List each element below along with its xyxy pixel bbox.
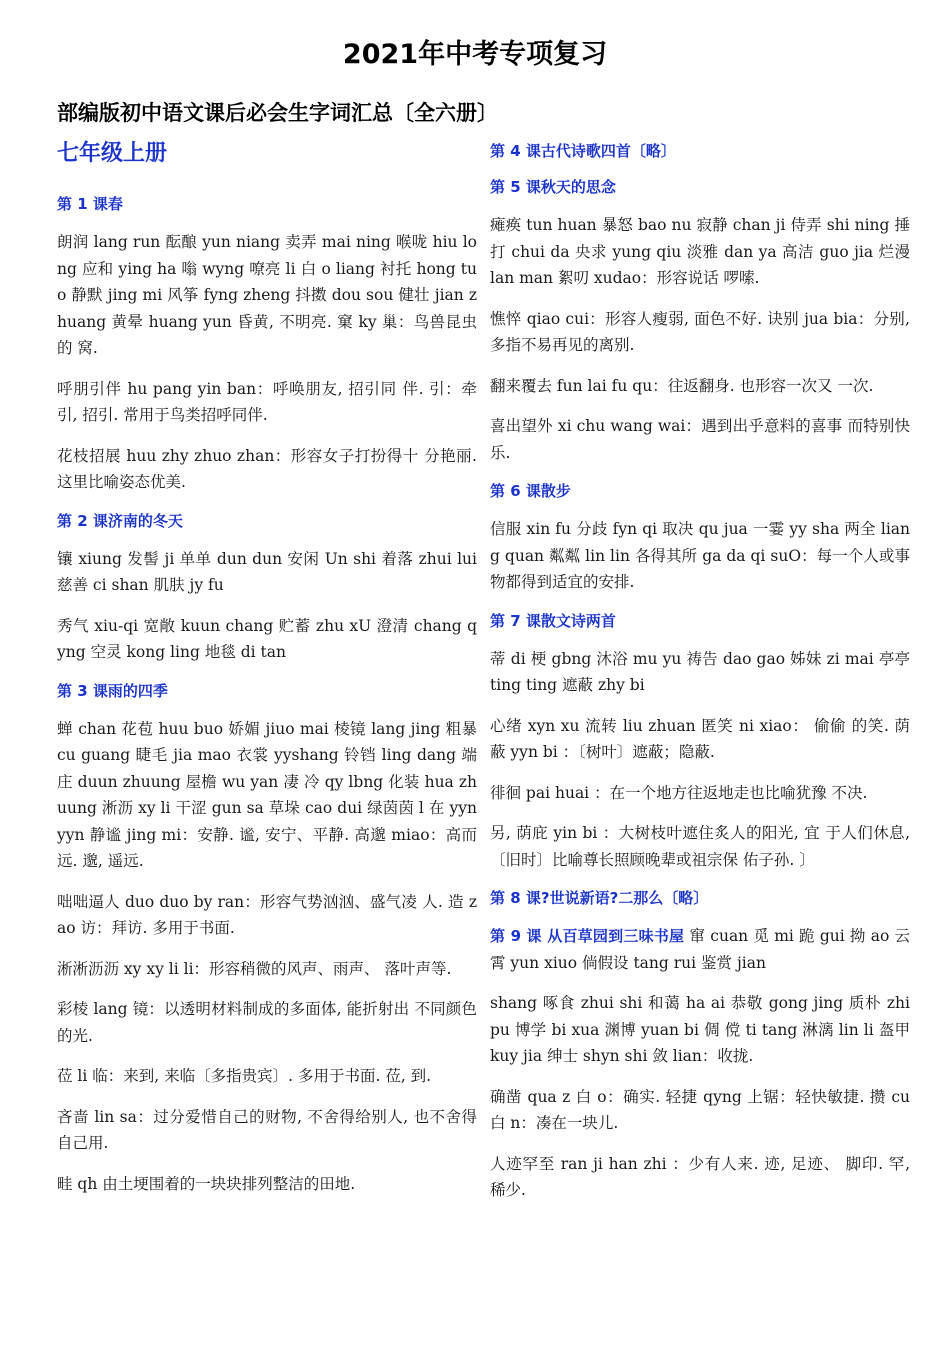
lesson-heading: 第 2 课济南的冬天 xyxy=(57,511,183,530)
vocabulary-paragraph: 呼朋引伴 hu pang yin ban：呼唤朋友, 招引同 伴. 引：牵引, 招引. 常用于鸟类招呼同伴. xyxy=(57,379,477,424)
vocabulary-paragraph: 信服 xin fu 分歧 fyn qi 取决 qu jua 一霎 yy sha 两全 liang quan 粼粼 lin lin 各得其所 ga da qi suO：每一个人或事物都得到适宜的安排. xyxy=(490,520,910,591)
lesson-heading: 第 9 课 从百草园到三味书屋 xyxy=(490,927,685,945)
lesson-heading: 第 4 课古代诗歌四首〔略〕 xyxy=(490,142,676,160)
vocabulary-paragraph: 莅 li 临：来到, 来临〔多指贵宾〕. 多用于书面. 莅, 到. xyxy=(57,1067,432,1085)
vocabulary-paragraph: 镶 xiung 发髻 ji 单单 dun dun 安闲 Un shi 着落 zhui lui 慈善 ci shan 肌肤 jy fu xyxy=(57,549,477,594)
grade-heading: 七年级上册 xyxy=(57,141,168,166)
right-column xyxy=(490,140,910,1218)
vocabulary-paragraph xyxy=(490,923,910,976)
vocabulary-paragraph: 彩棱 lang 镜：以透明材料制成的多面体, 能折射出 不同颜色的光. xyxy=(57,1000,477,1045)
vocabulary-paragraph: 翻来覆去 fun lai fu qu：往返翻身. 也形容一次又 一次. xyxy=(490,376,874,395)
vocabulary-paragraph: 蝉 chan 花苞 huu buo 娇媚 jiuo mai 棱镜 lang jing 粗暴 cu guang 睫毛 jia mao 衣裳 yyshang 铃铛 ling dang 端庄 duun zhuung 屋檐 wu yan 凄 冷 qy lbng 化装 hua zhuung 淅沥 xy li 干涩 gun sa 草垛 cao dui 绿茵茵 l 在 yyn yyn 静谧 jing mi：安静. 谧, 安宁、平静. 高邈 miao：高而远. 邈, 遥远. xyxy=(57,719,477,870)
vocabulary-paragraph: 确凿 qua z 白 o：确实. 轻捷 qyng 上锯：轻快敏捷. 攒 cu 白 n：凑在一块儿. xyxy=(490,1087,910,1132)
vocabulary-paragraph: 人迹罕至 ran ji han zhi ：少有人来. 迹, 足迹、 脚印. 罕, 稀少. xyxy=(490,1154,910,1199)
left-column-content xyxy=(57,193,477,1197)
lesson-heading: 第 6 课散步 xyxy=(490,482,571,500)
vocabulary-paragraph: shang 啄食 zhui shi 和蔼 ha ai 恭敬 gong jing 质朴 zhi pu 博学 bi xua 渊博 yuan bi 倜 傥 ti tang 淋漓 lin li 盔甲 kuy jia 绅士 shyn shi 敛 lian：收拢. xyxy=(490,994,910,1065)
vocabulary-paragraph: 憔悴 qiao cui：形容人瘦弱, 面色不好. 诀别 jua bia：分别, 多指不易再见的离别. xyxy=(490,309,910,354)
vocabulary-paragraph: 咄咄逼人 duo duo by ran：形容气势汹汹、盛气凌 人. 造 zao 访：拜访. 多用于书面. xyxy=(57,892,477,937)
vocabulary-paragraph: 畦 qh 由土埂围着的一块块排列整洁的田地. xyxy=(57,1174,356,1193)
vocabulary-paragraph: 喜出望外 xi chu wang wai：遇到出乎意料的喜事 而特别快乐. xyxy=(490,417,910,462)
vocabulary-paragraph: 淅淅沥沥 xy xy li li：形容稍微的风声、雨声、 落叶声等. xyxy=(57,959,452,978)
vocabulary-paragraph: 蒂 di 梗 gbng 沐浴 mu yu 祷告 dao gao 姊妹 zi mai 亭亭 ting ting 遮蔽 zhy bi xyxy=(490,649,910,694)
vocabulary-text: 窜 cuan 觅 mi 跪 gui 拗 ao 云霄 yun xiuo 倘假设 tang rui 鉴赏 jian xyxy=(490,927,910,972)
vocabulary-paragraph: 朗润 lang run 酝酿 yun niang 卖弄 mai ning 喉咙 hiu long 应和 ying ha 嗡 wyng 嘹亮 li 白 o liang 衬托 hong tuo 静默 jing mi 风筝 fyng zheng 抖擞 dou sou 健壮 jian zhuang 黄晕 huang yun 昏黄, 不明亮. 窠 ky 巢：鸟兽昆虫的 窝. xyxy=(57,233,477,357)
lesson-heading: 第 1 课春 xyxy=(57,195,123,213)
lesson-heading: 第 7 课散文诗两首 xyxy=(490,611,616,630)
vocabulary-paragraph: 另, 荫庇 yin bi ：大树枝叶遮住炙人的阳光, 宜 于人们休息, 〔旧时〕比喻尊长照顾晚辈或祖宗保 佑子孙. 〕 xyxy=(490,824,910,869)
vocabulary-paragraph: 心绪 xyn xu 流转 liu zhuan 匿笑 ni xiao： 偷偷 的笑. 荫蔽 yyn bi ：〔树叶〕遮蔽；隐蔽. xyxy=(490,716,910,761)
vocabulary-paragraph: 吝啬 lin sa：过分爱惜自己的财物, 不舍得给别人, 也不舍得自己用. xyxy=(57,1107,477,1152)
document-title: 2021年中考专项复习 xyxy=(342,39,608,70)
lesson-heading: 第 8 课?世说新语?二那么〔略〕 xyxy=(490,889,709,907)
lesson-heading: 第 3 课雨的四季 xyxy=(57,681,168,700)
vocabulary-paragraph: 徘徊 pai huai ：在一个地方往返地走也比喻犹豫 不决. xyxy=(490,783,868,802)
vocabulary-paragraph: 花枝招展 huu zhy zhuo zhan：形容女子打扮得十 分艳丽. 这里比喻姿态优美. xyxy=(57,446,477,491)
right-column-content xyxy=(490,140,910,1204)
document-subtitle: 部编版初中语文课后必会生字词汇总〔全六册〕 xyxy=(57,101,498,125)
vocabulary-paragraph: 瘫痪 tun huan 暴怒 bao nu 寂静 chan ji 侍弄 shi ning 捶打 chui da 央求 yung qiu 淡雅 dan ya 高洁 guo jia 烂漫 lan man 絮叨 xudao：形容说话 啰嗦. xyxy=(490,216,910,287)
vocabulary-paragraph: 秀气 xiu-qi 宽敞 kuun chang 贮蓄 zhu xU 澄清 chang qyng 空灵 kong ling 地毯 di tan xyxy=(57,616,477,661)
left-column xyxy=(57,140,477,1211)
lesson-heading: 第 5 课秋天的思念 xyxy=(490,178,616,196)
